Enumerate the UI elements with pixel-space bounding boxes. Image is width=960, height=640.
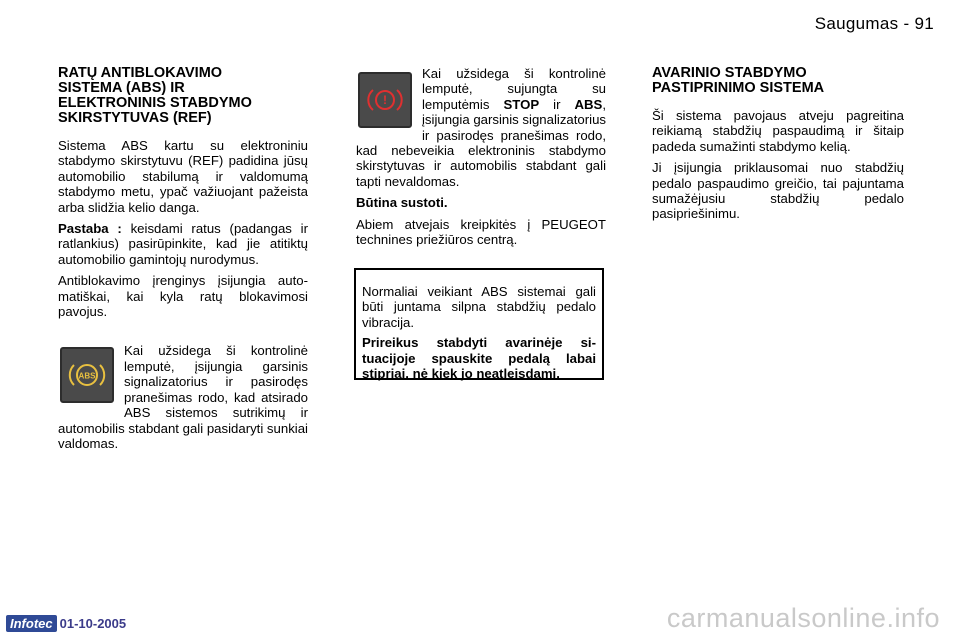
- abs-note-box: [354, 268, 604, 380]
- brake-warning-icon: [358, 72, 412, 128]
- note-box-paragraph-1: Normaliai veikiant ABS sistemai gali būti juntama silpna stabdžių pedalo vibracija.: [362, 284, 596, 330]
- abs-icon-text: ABS: [78, 371, 96, 381]
- ref-text-a: Kai užsidega ši kontrolinė lemputė, sujungta su lemputėmis: [422, 66, 606, 112]
- eb-title-line-1: AVARINIO STABDYMO: [652, 65, 807, 81]
- note-label: Pastaba :: [58, 221, 122, 237]
- abs-title-line-1: RATŲ ANTIBLOKAVIMO: [58, 65, 223, 81]
- abs-title-line-2: SISTEMA (ABS) IR: [58, 80, 185, 96]
- infotec-logo: Infotec: [6, 615, 57, 632]
- abs-auto-paragraph: Antiblokavimo įrenginys įsijungia automatiškai, kai kyla ratų blokavimosi pavojus.: [58, 273, 308, 320]
- right-column: [652, 66, 904, 228]
- page-header: [815, 14, 934, 34]
- contact-peugeot-paragraph: Abiem atvejais kreipkitės į PEUGEOT technines priežiūros centrą.: [356, 216, 606, 248]
- abs-warning-paragraph: Kai užsidega ši kontrolinė lemputė, įsijungia garsinis signalizatorius ir pasirodęs pranešimas rodo, kad atsirado ABS sistemos sutrikimų ir automobilis stabdant gali pasidaryti sunkiai valdomas.: [58, 343, 308, 451]
- footer: [6, 615, 126, 632]
- svg-text:!: !: [383, 93, 387, 107]
- ref-text-c: , įsijungia garsinis signalizatorius ir pasirodęs pranešimas rodo, kad nebeveikia elektroninis stabdymo skirstytuvas ir automobilis stabdant gali tapti nevaldomas.: [356, 96, 606, 189]
- eb-title-line-2: PASTIPRINIMO SISTEMA: [652, 80, 825, 96]
- section-title: Saugumas: [814, 14, 899, 33]
- ref-text-b: ir: [539, 96, 575, 112]
- footer-date: 01-10-2005: [59, 616, 127, 631]
- abs-intro-paragraph: Sistema ABS kartu su elektroniniu stabdymo skirstytuvu (REF) padidina jūsų automobilio stabilumą ir valdomumą stabdymo metu, ypač važiuojant pažeista arba slidžia kelio danga.: [58, 138, 308, 215]
- abs-note-paragraph: [58, 221, 308, 267]
- emergency-brake-title: [652, 66, 904, 96]
- abs-warning-icon: [60, 347, 114, 403]
- watermark: carmanualsonline.info: [666, 603, 940, 633]
- must-stop-text: Būtina sustoti.: [356, 195, 448, 211]
- stop-label: STOP: [503, 96, 540, 112]
- abs-label: ABS: [574, 96, 603, 112]
- left-column: [58, 66, 308, 457]
- note-text: keisdami ratus (padangas ir ratlankius) pasirūpinkite, kad jie atitiktų automobilio gamintojų nurodymus.: [58, 221, 308, 267]
- eb-paragraph-1: Ši sistema pavojaus atveju pagreitina reikiamą stabdžių paspaudimą ir šitaip padeda sumažinti stabdymo kelią.: [652, 108, 904, 154]
- eb-paragraph-2: Ji įsijungia priklausomai nuo stabdžių pedalo paspaudimo greičio, tai pajuntama sumažėjusiu stabdžių pedalo pasipriešinimu.: [652, 160, 904, 222]
- page-number: 91: [914, 14, 934, 33]
- note-box-paragraph-2: Prireikus stabdyti avarinėje situacijoje spauskite pedalą labai stipriai, nė kiek jo neatleisdami.: [362, 335, 596, 382]
- middle-column: [356, 66, 606, 253]
- header-separator: -: [903, 14, 910, 33]
- abs-section-title: [58, 66, 308, 126]
- abs-title-line-4: SKIRSTYTUVAS (REF): [58, 110, 212, 126]
- abs-title-line-3: ELEKTRONINIS STABDYMO: [58, 95, 252, 111]
